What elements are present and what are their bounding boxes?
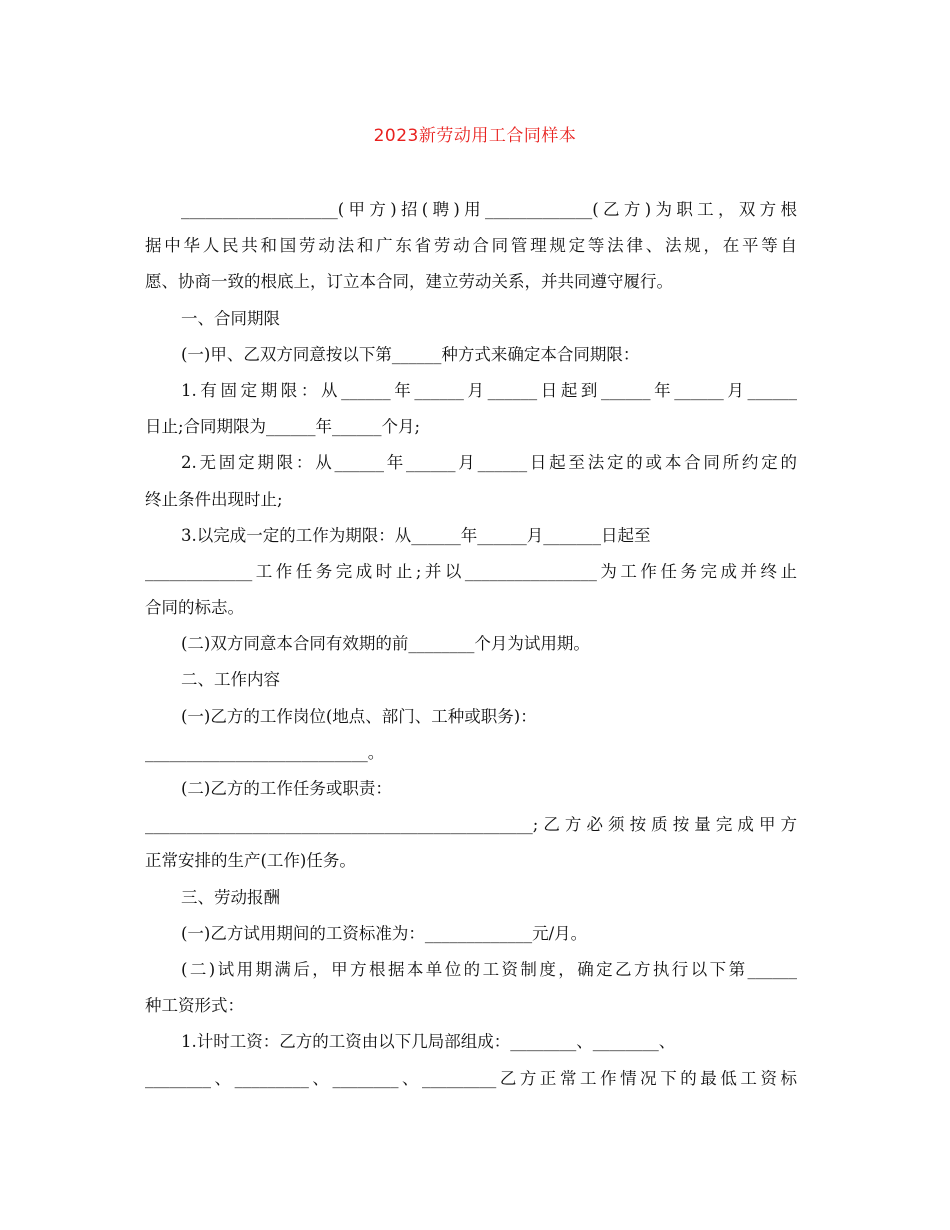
paragraph-line: 正常安排的生产(工作)任务。 — [145, 851, 356, 871]
paragraph-line: (一)甲、乙双方同意按以下第______种方式来确定本合同期限： — [181, 344, 640, 364]
paragraph-line: ___________________________。 — [145, 742, 385, 762]
document-title: 2023新劳动用工合同样本 — [373, 126, 577, 146]
paragraph-line: ________、_________、________、_________乙方正常工作情况下的最低工资标 — [145, 1068, 797, 1088]
paragraph-line: (二)双方同意本合同有效期的前________个月为试用期。 — [181, 634, 590, 654]
paragraph-line: 1.计时工资：乙方的工资由以下几局部组成：________、________、 — [181, 1032, 676, 1052]
paragraph-line: 2.无固定期限：从______年______月______日起至法定的或本合同所约定的 — [181, 453, 797, 473]
paragraph-line: _______________________________________________;乙方必须按质按量完成甲方 — [145, 815, 797, 835]
paragraph-line: ___________________(甲方)招(聘)用_____________(乙方)为职工，双方根 — [181, 200, 797, 219]
paragraph-line: 愿、协商一致的根底上，订立本合同，建立劳动关系，并共同遵守履行。 — [145, 272, 673, 292]
paragraph-line: _____________工作任务完成时止;并以________________为工作任务完成并终止 — [145, 561, 797, 581]
section-heading: 一、合同期限 — [181, 308, 280, 328]
section-heading: 二、工作内容 — [181, 670, 280, 690]
paragraph-line: (一)乙方的工作岗位(地点、部门、工种或职务)： — [181, 706, 537, 726]
paragraph-line: 3.以完成一定的工作为期限：从______年______月_______日起至 — [181, 525, 651, 545]
paragraph-line: 终止条件出现时止; — [145, 489, 283, 509]
paragraph-line: (二)乙方的工作任务或职责： — [181, 779, 392, 798]
paragraph-line: 种工资形式： — [145, 996, 244, 1016]
paragraph-line: 日止;合同期限为______年______个月; — [145, 417, 421, 437]
document-body — [145, 192, 797, 1097]
paragraph-line: (二)试用期满后，甲方根据本单位的工资制度，确定乙方执行以下第______ — [181, 959, 797, 979]
paragraph-line: 据中华人民共和国劳动法和广东省劳动合同管理规定等法律、法规，在平等自 — [145, 236, 797, 256]
paragraph-line: 1.有固定期限：从______年______月______日起到______年______月______ — [181, 380, 797, 400]
paragraph-line: (一)乙方试用期间的工资标准为：_____________元/月。 — [181, 923, 588, 943]
section-heading: 三、劳动报酬 — [181, 887, 280, 907]
paragraph-line: 合同的标志。 — [145, 598, 244, 618]
